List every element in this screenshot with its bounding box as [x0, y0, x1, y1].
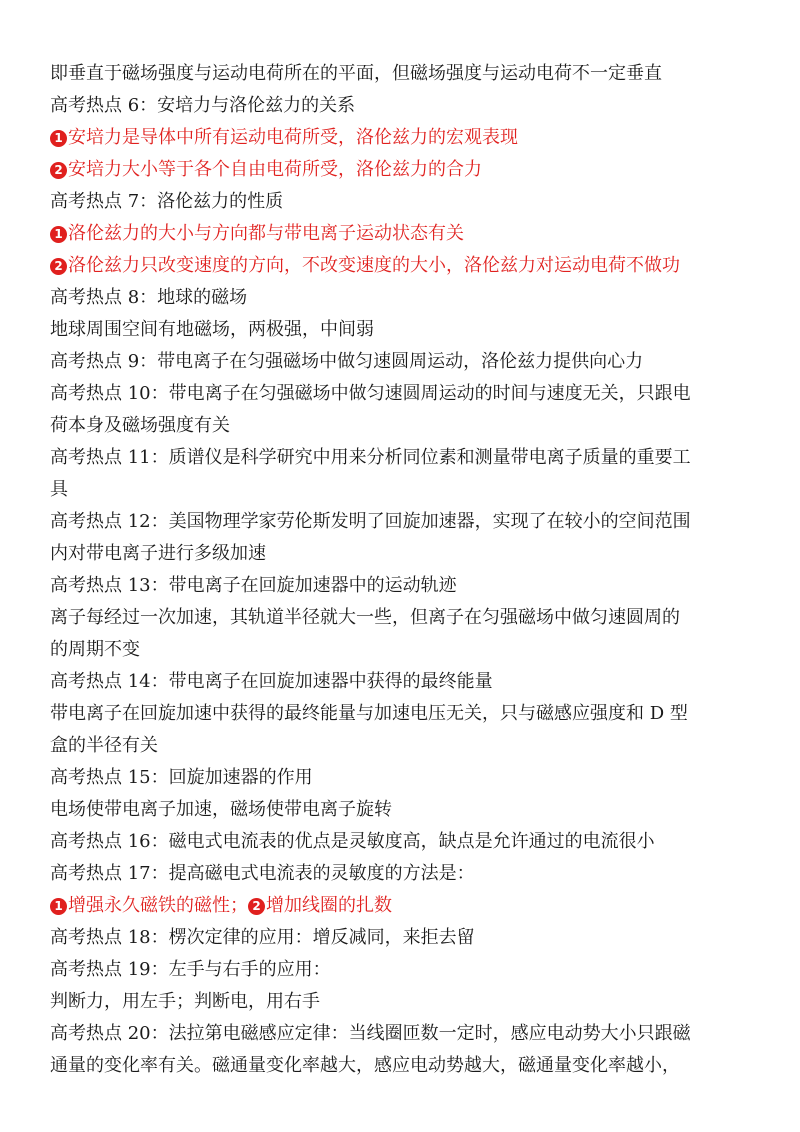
heading-hotspot-10: 高考热点 10：带电离子在匀强磁场中做匀速圆周运动的时间与速度无关，只跟电: [50, 383, 691, 404]
point-text: 增强永久磁铁的磁性；: [68, 895, 248, 916]
text-line: 盒的半径有关: [50, 735, 158, 756]
circled-number-1: 1: [50, 130, 67, 147]
circled-number-2: 2: [50, 162, 67, 179]
heading-hotspot-13: 高考热点 13：带电离子在回旋加速器中的运动轨迹: [50, 575, 457, 596]
circled-number-2: 2: [50, 258, 67, 275]
text-line: 带电离子在回旋加速中获得的最终能量与加速电压无关，只与磁感应强度和 D 型: [50, 703, 688, 724]
text-line: 即垂直于磁场强度与运动电荷所在的平面，但磁场强度与运动电荷不一定垂直: [50, 63, 662, 84]
heading-hotspot-14: 高考热点 14：带电离子在回旋加速器中获得的最终能量: [50, 671, 493, 692]
red-point-line: [50, 890, 760, 922]
heading-hotspot-15: 高考热点 15：回旋加速器的作用: [50, 767, 313, 788]
text-line: 荷本身及磁场强度有关: [50, 415, 230, 436]
heading-hotspot-16: 高考热点 16：磁电式电流表的优点是灵敏度高，缺点是允许通过的电流很小: [50, 831, 655, 852]
text-line: 具: [50, 479, 68, 500]
point-text: 安培力大小等于各个自由电荷所受，洛伦兹力的合力: [68, 159, 482, 180]
heading-hotspot-9: 高考热点 9：带电离子在匀强磁场中做匀速圆周运动，洛伦兹力提供向心力: [50, 351, 644, 372]
point-text: 洛伦兹力的大小与方向都与带电离子运动状态有关: [68, 223, 464, 244]
circled-number-2: 2: [248, 898, 265, 915]
heading-hotspot-11: 高考热点 11：质谱仪是科学研究中用来分析同位素和测量带电离子质量的重要工: [50, 447, 691, 468]
text-line: 内对带电离子进行多级加速: [50, 543, 266, 564]
text-line: 电场使带电离子加速，磁场使带电离子旋转: [50, 799, 392, 820]
text-line: 判断力，用左手；判断电，用右手: [50, 991, 320, 1012]
point-text: 增加线圈的扎数: [266, 895, 392, 916]
point-text: 洛伦兹力只改变速度的方向，不改变速度的大小，洛伦兹力对运动电荷不做功: [68, 255, 680, 276]
text-line: 离子每经过一次加速，其轨道半径就大一些，但离子在匀强磁场中做匀速圆周的: [50, 607, 680, 628]
red-point-line: [50, 250, 760, 282]
text-line: 地球周围空间有地磁场，两极强，中间弱: [50, 319, 374, 340]
point-text: 安培力是导体中所有运动电荷所受，洛伦兹力的宏观表现: [68, 127, 518, 148]
circled-number-1: 1: [50, 226, 67, 243]
red-point-line: [50, 122, 760, 154]
heading-hotspot-8: 高考热点 8：地球的磁场: [50, 287, 248, 308]
red-point-line: [50, 218, 760, 250]
heading-hotspot-6: 高考热点 6：安培力与洛伦兹力的关系: [50, 95, 356, 116]
heading-hotspot-7: 高考热点 7：洛伦兹力的性质: [50, 191, 284, 212]
heading-hotspot-19: 高考热点 19：左手与右手的应用：: [50, 959, 331, 980]
text-line: 的周期不变: [50, 639, 140, 660]
heading-hotspot-12: 高考热点 12：美国物理学家劳伦斯发明了回旋加速器，实现了在较小的空间范围: [50, 511, 691, 532]
red-point-line: [50, 154, 760, 186]
heading-hotspot-18: 高考热点 18：楞次定律的应用：增反减同，来拒去留: [50, 927, 475, 948]
heading-hotspot-20: 高考热点 20：法拉第电磁感应定律：当线圈匝数一定时，感应电动势大小只跟磁: [50, 1023, 691, 1044]
circled-number-1: 1: [50, 898, 67, 915]
heading-hotspot-17: 高考热点 17：提高磁电式电流表的灵敏度的方法是：: [50, 863, 475, 884]
text-line: 通量的变化率有关。磁通量变化率越大，感应电动势越大，磁通量变化率越小，: [50, 1055, 680, 1076]
